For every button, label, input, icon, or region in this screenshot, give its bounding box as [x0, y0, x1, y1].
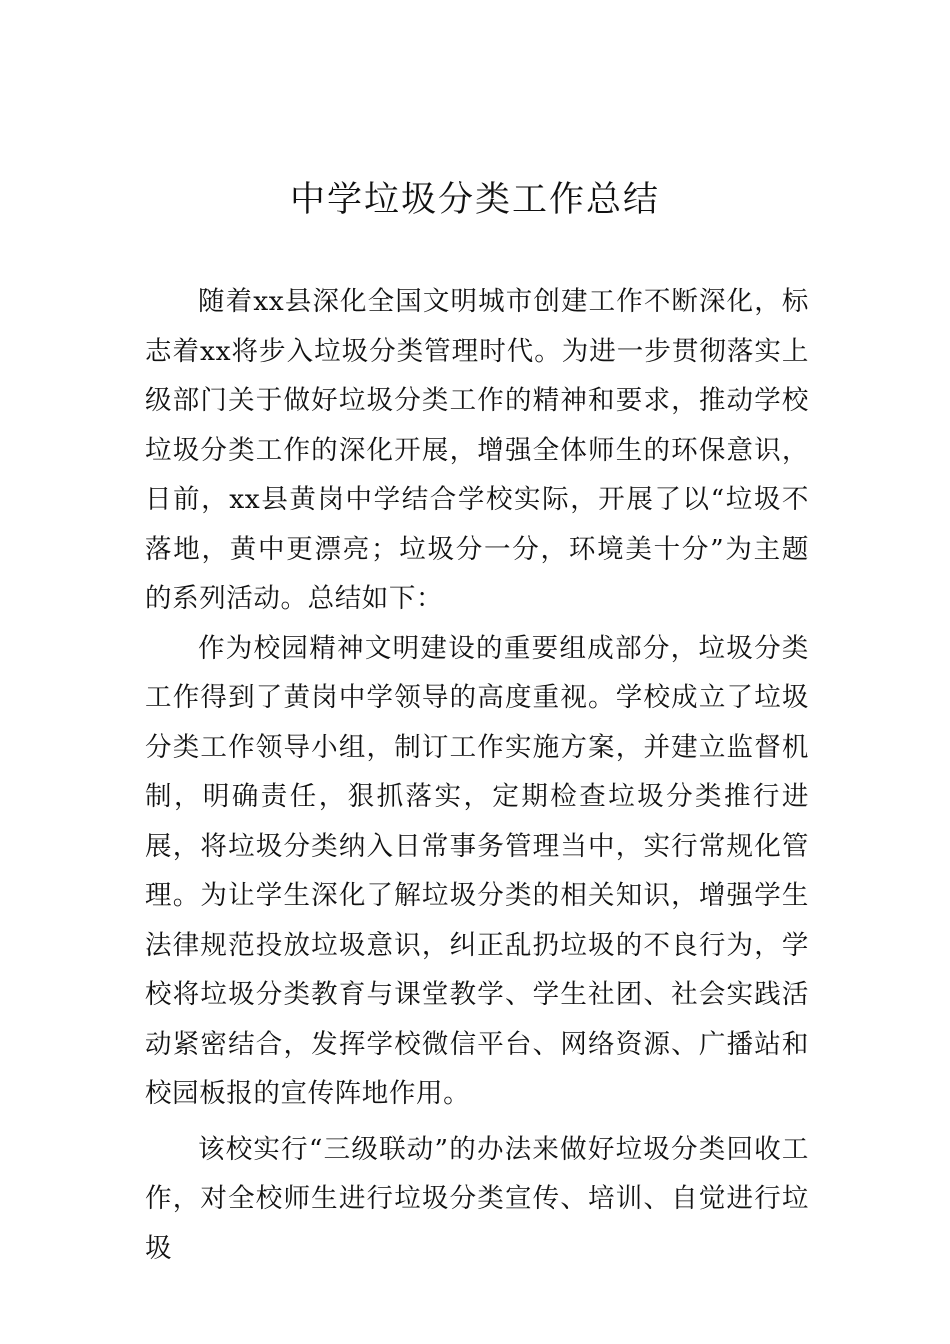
paragraph-linkage: 该校实行“三级联动”的办法来做好垃圾分类回收工作，对全校师生进行垃圾分类宣传、培训、自觉进行垃圾 [145, 1133, 809, 1264]
document-title: 中学垃圾分类工作总结 [289, 180, 660, 220]
document-body [145, 277, 809, 1273]
paragraph-intro: 随着xx县深化全国文明城市创建工作不断深化，标志着xx将步入垃圾分类管理时代。为进一步贯彻落实上级部门关于做好垃圾分类工作的精神和要求，推动学校垃圾分类工作的深化开展，增强全体师生的环保意识，日前，xx县黄岗中学结合学校实际，开展了以“垃圾不落地，黄中更漂亮；垃圾分一分，环境美十分”为主题的系列活动。总结如下： [145, 286, 809, 614]
paragraph-leadership: 作为校园精神文明建设的重要组成部分，垃圾分类工作得到了黄岗中学领导的高度重视。学校成立了垃圾分类工作领导小组，制订工作实施方案，并建立监督机制，明确责任，狠抓落实，定期检查垃圾分类推行进展，将垃圾分类纳入日常事务管理当中，实行常规化管理。为让学生深化了解垃圾分类的相关知识，增强学生法律规范投放垃圾意识，纠正乱扔垃圾的不良行为，学校将垃圾分类教育与课堂教学、学生社团、社会实践活动紧密结合，发挥学校微信平台、网络资源、广播站和校园板报的宣传阵地作用。 [145, 632, 809, 1109]
